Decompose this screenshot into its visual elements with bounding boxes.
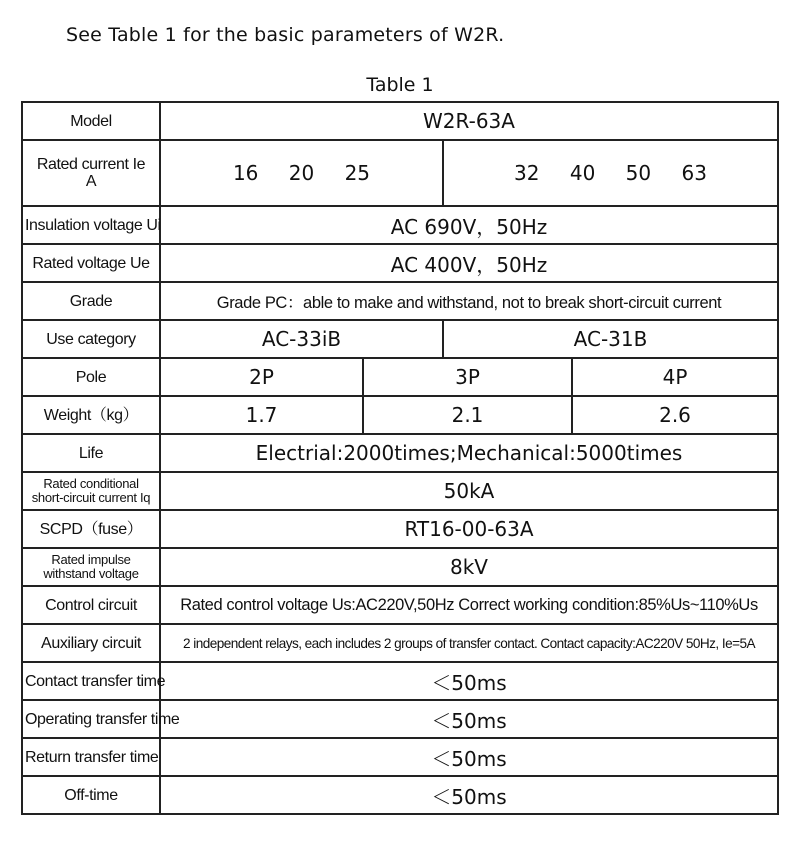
- rated-conditional-label-line1: Rated conditional: [43, 476, 139, 491]
- weight-value-3p: 2.1: [363, 396, 572, 434]
- return-transfer-value: ＜50ms: [160, 738, 778, 776]
- table-row: [22, 206, 778, 244]
- auxiliary-circuit-value: 2 independent relays, each includes 2 groups of transfer contact. Contact capacity:AC220V 50Hz, Ie=5A: [160, 624, 778, 662]
- impulse-label-line1: Rated impulse: [51, 552, 131, 567]
- row-label-operating-transfer: Operating transfer time: [22, 700, 160, 738]
- weight-value-2p: 1.7: [160, 396, 363, 434]
- current-value: 25: [344, 161, 371, 185]
- row-label-impulse: [22, 548, 160, 586]
- impulse-value: 8kV: [160, 548, 778, 586]
- table-title: Table 1: [366, 74, 434, 96]
- pole-value-2p: 2P: [160, 358, 363, 396]
- table-row: [22, 140, 778, 206]
- pole-value-4p: 4P: [572, 358, 778, 396]
- weight-value-4p: 2.6: [572, 396, 778, 434]
- row-label-use-category: Use category: [22, 320, 160, 358]
- table-row: [22, 776, 778, 814]
- row-label-model: Model: [22, 102, 160, 140]
- row-label-return-transfer: Return transfer time: [22, 738, 160, 776]
- insulation-voltage-value: AC 690V，50Hz: [160, 206, 778, 244]
- row-label-rated-voltage: Rated voltage Ue: [22, 244, 160, 282]
- row-label-scpd: SCPD（fuse）: [22, 510, 160, 548]
- table-row: [22, 434, 778, 472]
- rated-conditional-value: 50kA: [160, 472, 778, 510]
- current-value: 63: [681, 161, 707, 185]
- control-circuit-value: Rated control voltage Us:AC220V,50Hz Correct working condition:85%Us~110%Us: [160, 586, 778, 624]
- table-row: [22, 358, 778, 396]
- row-label-pole: Pole: [22, 358, 160, 396]
- current-value: 40: [569, 161, 596, 185]
- row-label-off-time: Off-time: [22, 776, 160, 814]
- rated-current-label-line2: A: [85, 173, 97, 190]
- row-label-control-circuit: Control circuit: [22, 586, 160, 624]
- table-row: [22, 700, 778, 738]
- scpd-value: RT16-00-63A: [160, 510, 778, 548]
- table-row: [22, 738, 778, 776]
- table-row: [22, 244, 778, 282]
- row-label-contact-transfer: Contact transfer time: [22, 662, 160, 700]
- impulse-label-line2: withstand voltage: [43, 566, 139, 581]
- row-label-grade: Grade: [22, 282, 160, 320]
- model-value: W2R-63A: [160, 102, 778, 140]
- table-row: [22, 102, 778, 140]
- pole-value-3p: 3P: [363, 358, 572, 396]
- life-value: Electrial:2000times;Mechanical:5000times: [160, 434, 778, 472]
- table-row: [22, 624, 778, 662]
- rated-current-group-2: [443, 140, 778, 206]
- row-label-insulation-voltage: Insulation voltage Ui: [22, 206, 160, 244]
- row-label-rated-conditional: [22, 472, 160, 510]
- table-row: [22, 510, 778, 548]
- rated-voltage-value: AC 400V，50Hz: [160, 244, 778, 282]
- rated-current-group-1: [160, 140, 443, 206]
- off-time-value: ＜50ms: [160, 776, 778, 814]
- table-row: [22, 396, 778, 434]
- operating-transfer-value: ＜50ms: [160, 700, 778, 738]
- rated-current-label-line1: Rated current Ie: [36, 156, 146, 173]
- use-category-value-2: AC-31B: [443, 320, 778, 358]
- intro-text: See Table 1 for the basic parameters of W2R.: [66, 24, 505, 46]
- use-category-value-1: AC-33iB: [160, 320, 443, 358]
- parameters-table: [21, 101, 779, 815]
- rated-conditional-label-line2: short-circuit current Iq: [31, 490, 151, 505]
- row-label-auxiliary-circuit: Auxiliary circuit: [22, 624, 160, 662]
- row-label-weight: Weight（kg）: [22, 396, 160, 434]
- row-label-rated-current: [22, 140, 160, 206]
- table-row: [22, 662, 778, 700]
- current-value: 20: [288, 161, 315, 185]
- table-row: [22, 282, 778, 320]
- current-value: 50: [625, 161, 652, 185]
- current-value: 16: [232, 161, 259, 185]
- table-row: [22, 548, 778, 586]
- row-label-life: Life: [22, 434, 160, 472]
- table-row: [22, 472, 778, 510]
- current-value: 32: [514, 161, 540, 185]
- table-row: [22, 320, 778, 358]
- table-row: [22, 586, 778, 624]
- grade-value: Grade PC：able to make and withstand, not to break short-circuit current: [160, 282, 778, 320]
- contact-transfer-value: ＜50ms: [160, 662, 778, 700]
